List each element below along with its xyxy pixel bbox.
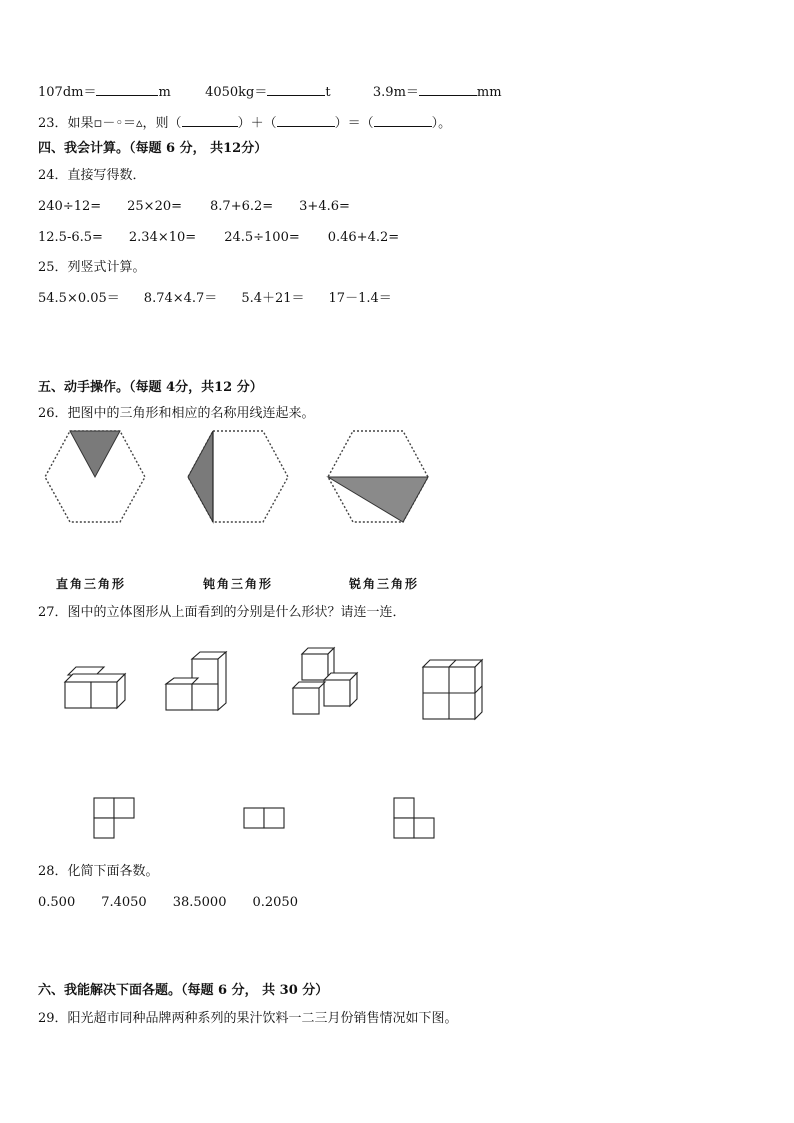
- section-4-title: 四、我会计算。（每题 6 分， 共12分）: [38, 141, 268, 156]
- hexagon-figure-1: [40, 428, 150, 526]
- section-5-title: 五、动手操作。（每题 4分，共12 分）: [38, 380, 263, 395]
- math-item: 12.5-6.5=: [38, 230, 103, 245]
- top-view-3: [393, 797, 437, 841]
- number-item: 0.2050: [252, 895, 298, 910]
- conversion-3: 3.9m＝ mm: [372, 85, 502, 100]
- label-right-triangle: 直角三角形: [56, 577, 127, 591]
- number-item: 0.500: [38, 895, 76, 910]
- answer-blank[interactable]: [267, 83, 325, 96]
- math-item: 240÷12=: [38, 199, 102, 214]
- hexagon-figure-3: [323, 428, 433, 526]
- question-28-title: 28．化简下面各数。: [38, 864, 159, 879]
- math-item: 3+4.6=: [299, 199, 350, 214]
- conversion-2: 4050kg＝ t: [205, 85, 331, 100]
- math-item: 0.46+4.2=: [327, 230, 400, 245]
- solid-figure-1: [62, 665, 128, 711]
- conversion-1: 107dm＝ m: [38, 85, 171, 100]
- math-item: 17－1.4＝: [328, 291, 392, 306]
- question-26-title: 26．把图中的三角形和相应的名称用线连起来。: [38, 406, 315, 421]
- answer-blank[interactable]: [374, 114, 432, 127]
- number-item: 7.4050: [101, 895, 147, 910]
- label-acute-triangle: 锐角三角形: [349, 577, 420, 591]
- q24-row-1: [38, 198, 350, 216]
- question-24-title: 24．直接写得数．: [38, 168, 146, 183]
- math-item: 24.5÷100=: [224, 230, 300, 245]
- hexagon-figure-2: [183, 428, 293, 526]
- solid-figure-2: [164, 651, 230, 713]
- top-view-2: [243, 807, 287, 831]
- math-item: 8.7+6.2=: [210, 199, 274, 214]
- label-obtuse-triangle: 钝角三角形: [203, 577, 274, 591]
- answer-blank[interactable]: [419, 83, 477, 96]
- question-29-title: 29．阳光超市同种品牌两种系列的果汁饮料一二三月份销售情况如下图。: [38, 1011, 458, 1026]
- q25-row: [38, 290, 392, 308]
- answer-blank[interactable]: [277, 114, 335, 127]
- question-25-title: 25．列竖式计算。: [38, 260, 146, 275]
- math-item: 5.4＋21＝: [241, 291, 305, 306]
- q28-row: [38, 894, 298, 912]
- answer-blank[interactable]: [96, 83, 158, 96]
- solid-figure-4: [420, 657, 486, 721]
- math-item: 25×20=: [127, 199, 183, 214]
- math-item: 8.74×4.7＝: [143, 291, 218, 306]
- math-item: 2.34×10=: [128, 230, 197, 245]
- q24-row-2: [38, 229, 399, 247]
- conversion-row: [38, 83, 502, 102]
- solid-figure-3: [290, 646, 362, 716]
- math-item: 54.5×0.05＝: [38, 291, 120, 306]
- question-27-title: 27．图中的立体图形从上面看到的分别是什么形状？请连一连．: [38, 605, 406, 620]
- question-23: 23．如果▫－◦＝▵，则（ ）＋（ ）＝（ ）。: [38, 116, 452, 131]
- section-6-title: 六、我能解决下面各题。（每题 6 分， 共 30 分）: [38, 983, 329, 998]
- answer-blank[interactable]: [182, 114, 238, 127]
- top-view-1: [93, 797, 137, 841]
- number-item: 38.5000: [172, 895, 227, 910]
